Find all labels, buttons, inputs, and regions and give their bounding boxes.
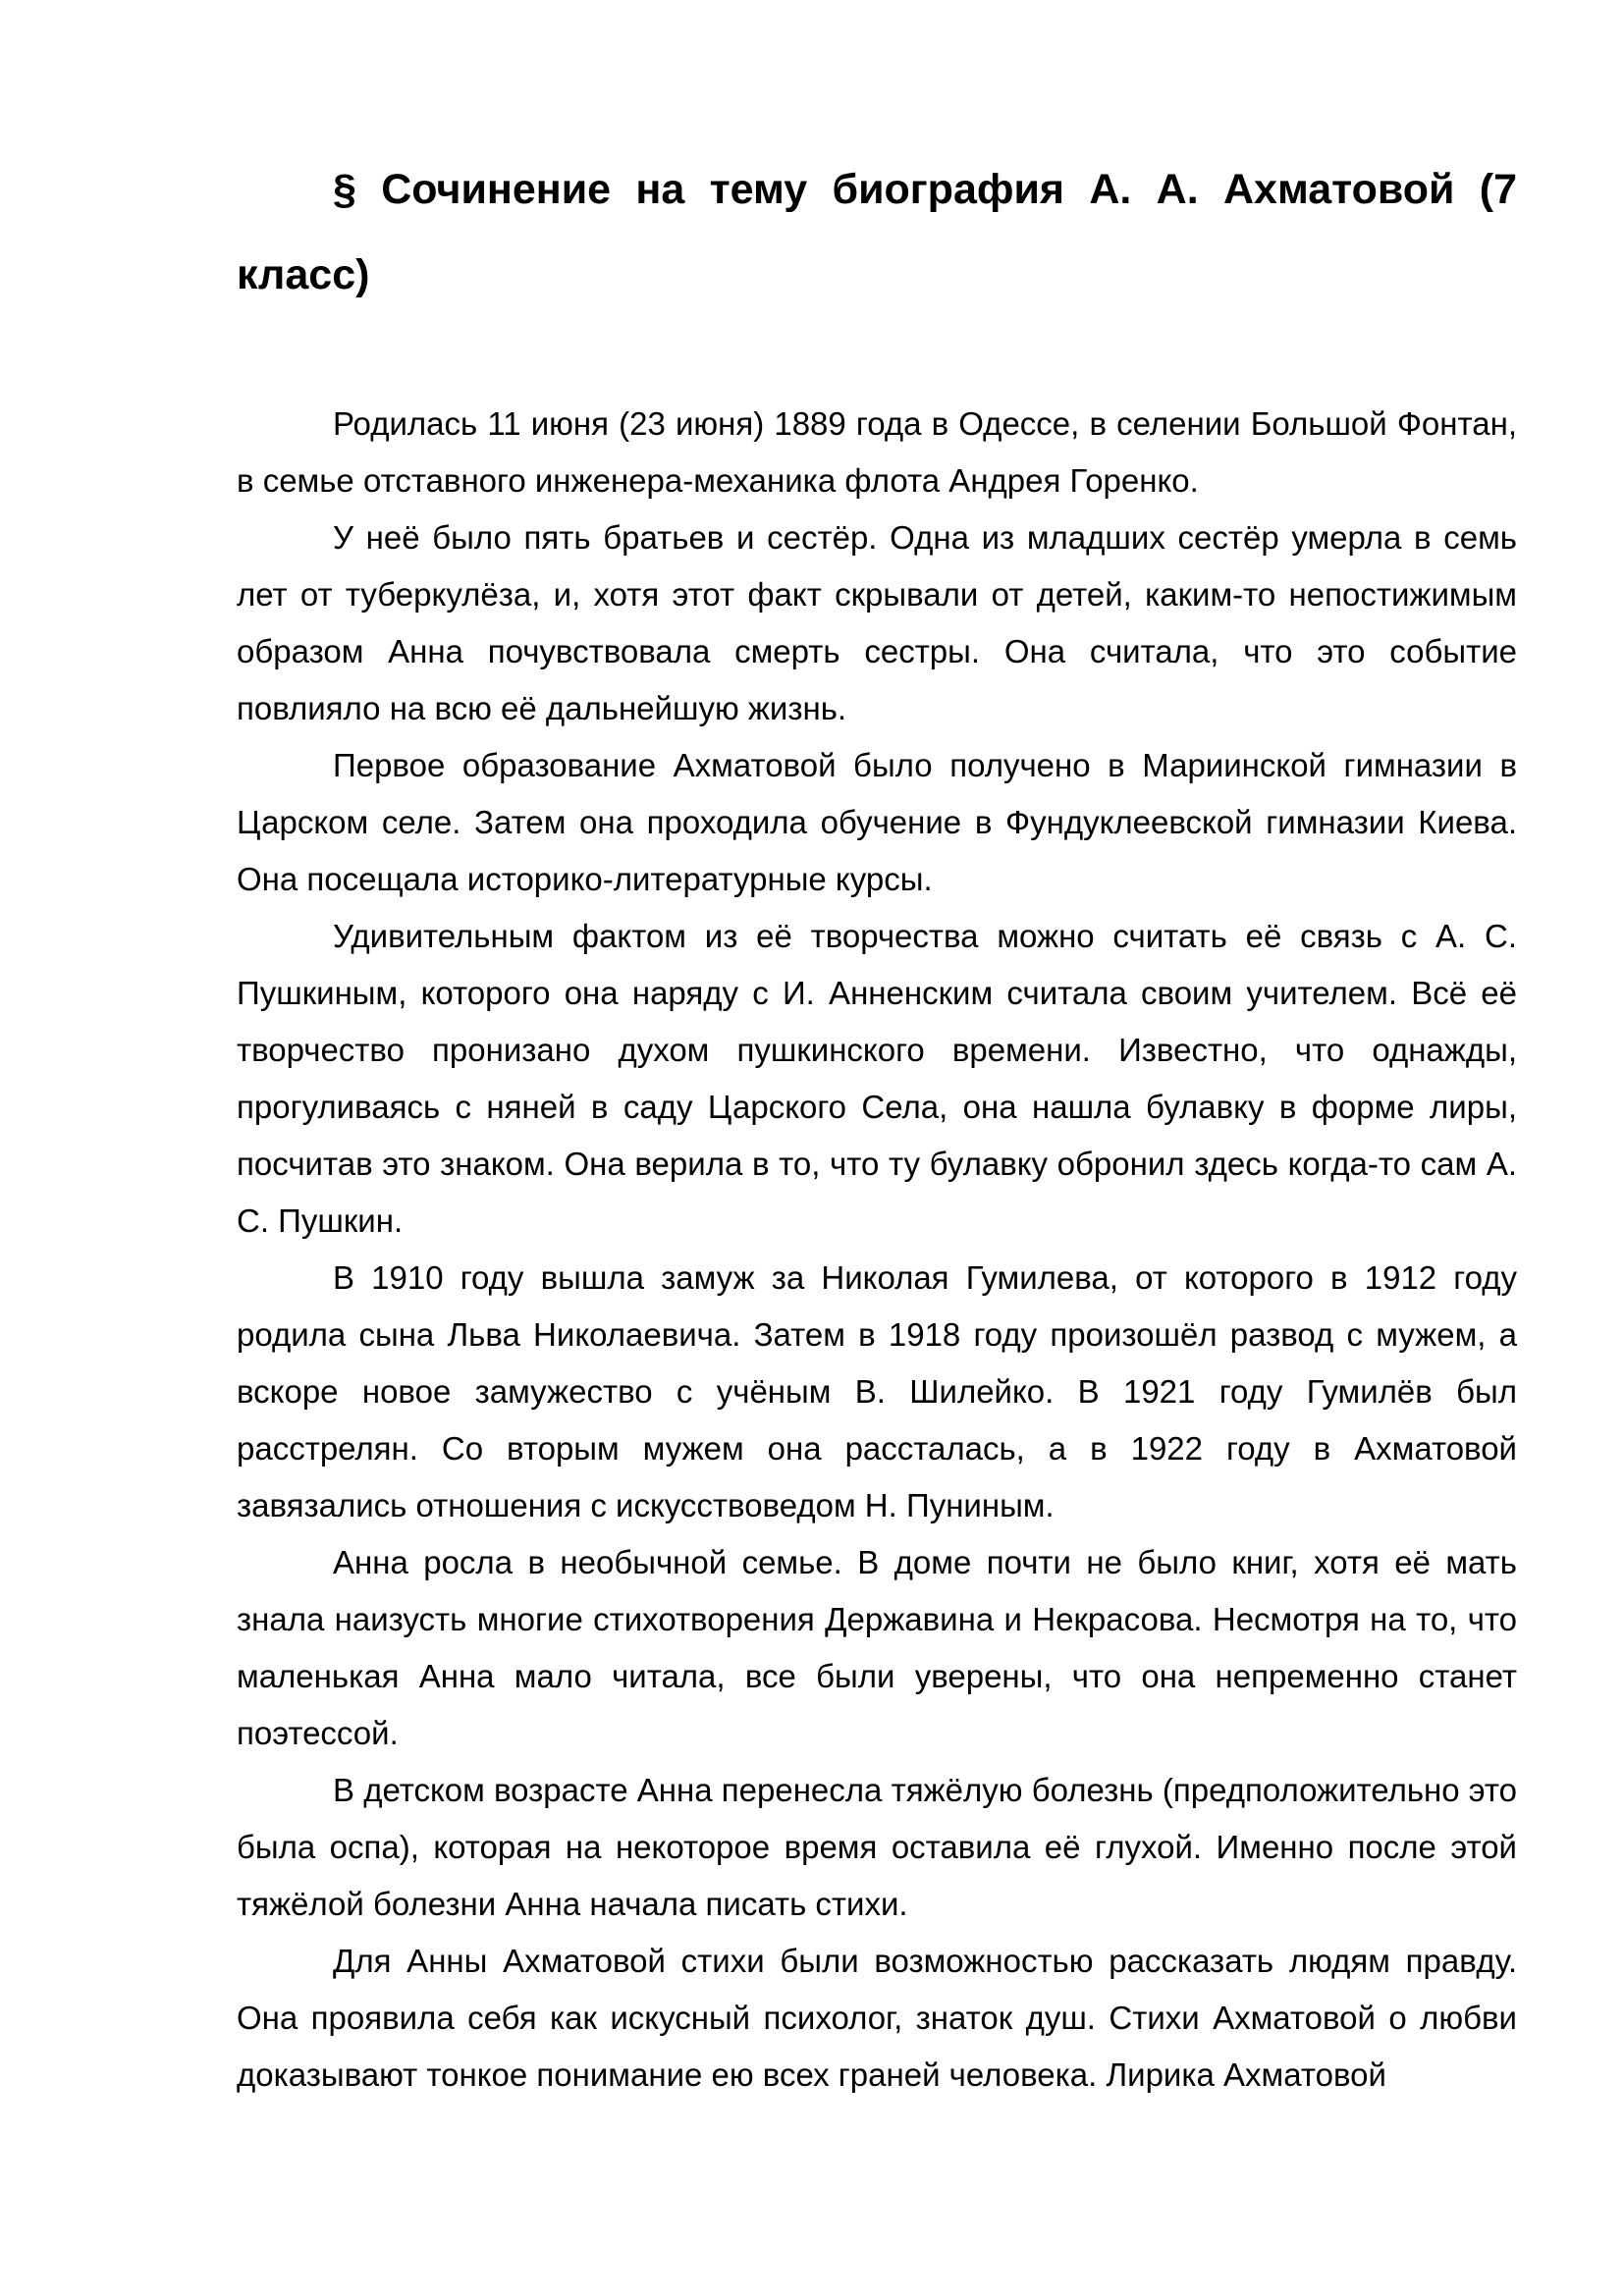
document-title: § Сочинение на тему биография А. А. Ахматовой (7 класс) [237,166,1517,298]
paragraph-education: Первое образование Ахматовой было получено в Мариинской гимназии в Царском селе. Затем она проходила обучение в Фундуклеевской гимназии Киева. Она посещала историко-литературные курсы. [237,747,1517,897]
paragraph-pushkin: Удивительным фактом из её творчества можно считать её связь с А. С. Пушкиным, которого она наряду с И. Анненским считала своим учителем. Всё её творчество пронизано духом пушкинского времени. Известно, что однажды, прогуливаясь с няней в саду Царского Села, она нашла булавку в форме лиры, посчитав это знаком. Она верила в то, что ту булавку обронил здесь когда-то сам А. С. Пушкин. [237,918,1517,1239]
paragraph-siblings: У неё было пять братьев и сестёр. Одна из младших сестёр умерла в семь лет от туберкулёза, и, хотя этот факт скрывали от детей, каким-то непостижимым образом Анна почувствовала смерть сестры. Она считала, что это событие повлияло на всю её дальнейшую жизнь. [237,519,1517,726]
document-body [237,396,1517,2104]
paragraph-birth: Родилась 11 июня (23 июня) 1889 года в Одессе, в селении Большой Фонтан, в семье отставного инженера-механика флота Андрея Горенко. [237,405,1517,499]
paragraph-family: Анна росла в необычной семье. В доме почти не было книг, хотя её мать знала наизусть многие стихотворения Державина и Некрасова. Несмотря на то, что маленькая Анна мало читала, все были уверены, что она непременно станет поэтессой. [237,1544,1517,1751]
paragraph-poetry: Для Анны Ахматовой стихи были возможностью рассказать людям правду. Она проявила себя как искусный психолог, знаток душ. Стихи Ахматовой о любви доказывают тонкое понимание ею всех граней человека. Лирика Ахматовой [237,1943,1517,2093]
document-page [237,147,1517,2104]
paragraph-illness: В детском возрасте Анна перенесла тяжёлую болезнь (предположительно это была оспа), которая на некоторое время оставила её глухой. Именно после этой тяжёлой болезни Анна начала писать стихи. [237,1772,1517,1922]
paragraph-marriages: В 1910 году вышла замуж за Николая Гумилева, от которого в 1912 году родила сына Льва Николаевича. Затем в 1918 году произошёл развод с мужем, а вскоре новое замужество с учёным В. Шилейко. В 1921 году Гумилёв был расстрелян. Со вторым мужем она рассталась, а в 1922 году в Ахматовой завязались отношения с искусствоведом Н. Пуниным. [237,1259,1517,1523]
